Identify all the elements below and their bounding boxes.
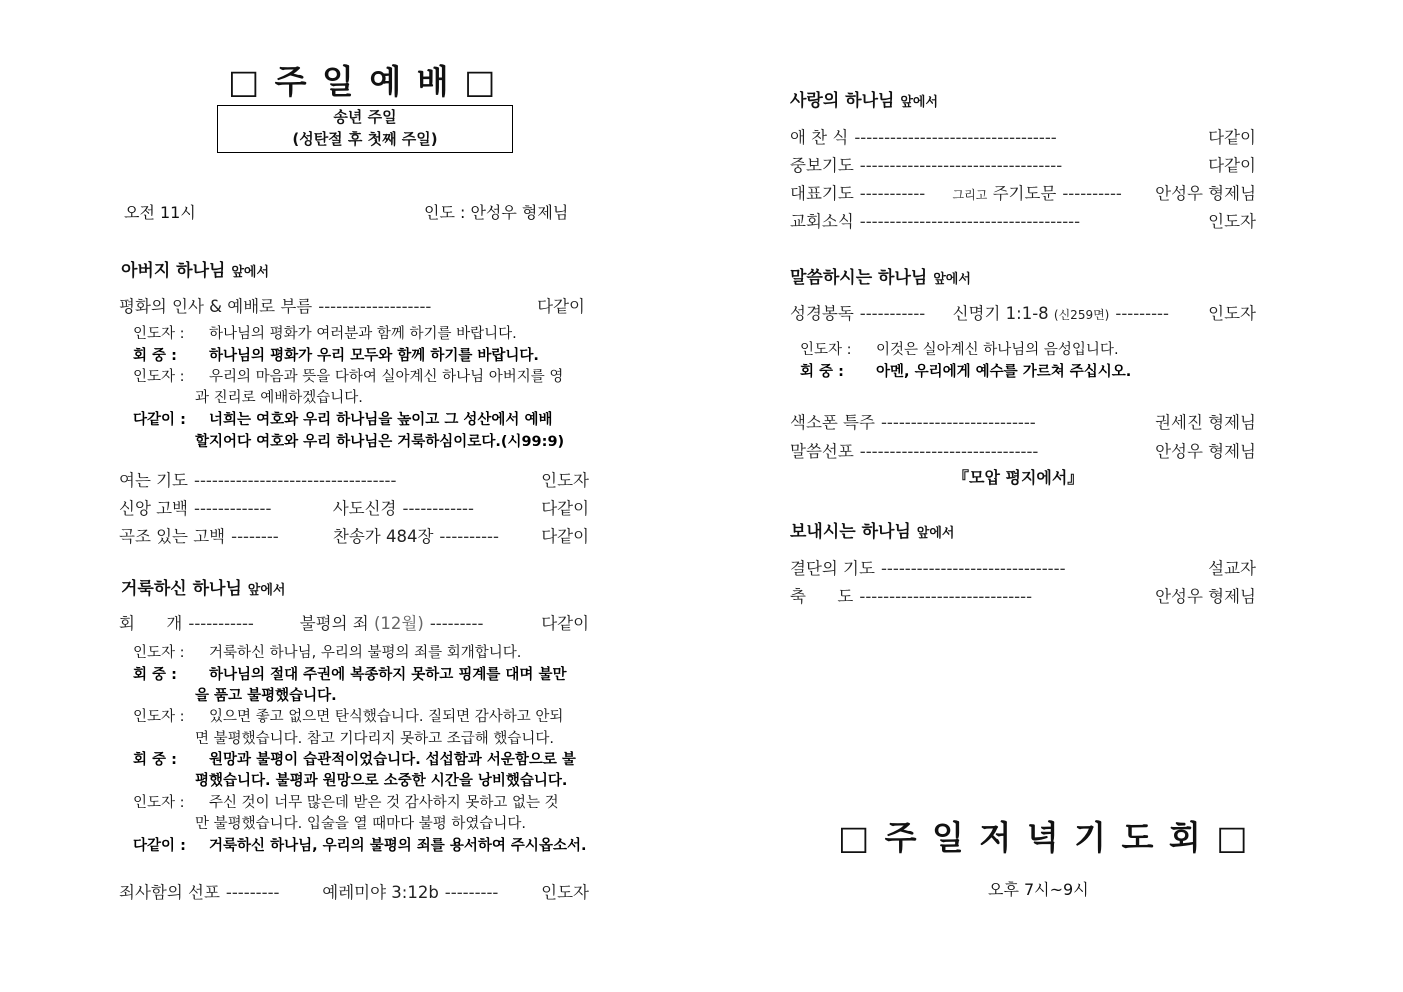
item-who: 다같이 (541, 614, 590, 633)
item-dash: --------- (225, 883, 280, 902)
item-name: 말씀선포 (790, 442, 854, 461)
item-dash: ------------------------------- (880, 559, 1066, 578)
item-name: 대표기도 (790, 184, 854, 203)
order-item-benediction (790, 583, 1256, 607)
resp-text-line1: 하나님의 절대 주권에 복종하지 못하고 핑계를 대며 불만 (209, 667, 567, 683)
item-name: 색소폰 특주 (790, 413, 875, 432)
item-dash: ------------------------------ (859, 442, 1039, 461)
item-name: 애 찬 식 (790, 128, 849, 147)
item-name: 교회소식 (790, 212, 854, 231)
resp-label: 인도자 : (133, 326, 185, 342)
resp-text-line2: 할지어다 여호와 우리 하나님은 거룩하심이로다.(시99:9) (195, 434, 565, 450)
section-heading-sending (790, 517, 954, 542)
section-main: 말씀하시는 하나님 (790, 268, 928, 288)
item-who: 인도자 (541, 471, 589, 490)
resp-label: 회 중 : (133, 348, 177, 364)
item-dash: ---------------------------------- (859, 156, 1063, 175)
repent-response-2 (133, 665, 593, 709)
evening-prayer-time: 오후 7시~9시 (988, 880, 1089, 899)
section-suffix: 앞에서 (231, 265, 270, 280)
item-dash: ------------ (402, 499, 474, 518)
item-who: 인도자 (541, 883, 589, 902)
item-detail-small: 그리고 (952, 188, 988, 202)
resp-text: 거룩하신 하나님, 우리의 불평의 죄를 회개합니다. (209, 645, 522, 661)
item-who: 다같이 (541, 527, 590, 546)
response-3 (133, 367, 589, 411)
item-name: 곡조 있는 고백 (119, 527, 226, 546)
item-detail: 예레미야 3:12b (322, 883, 439, 902)
order-item-absolution (119, 879, 589, 903)
section-main: 아버지 하나님 (121, 261, 226, 281)
item-who: 다같이 (537, 297, 585, 316)
resp-text-line1: 주신 것이 너무 많은데 받은 것 감사하지 못하고 없는 것 (209, 795, 559, 811)
item-dash: ----------- (859, 304, 926, 323)
resp-label: 회 중 : (133, 667, 177, 683)
resp-text-line2: 면 불평했습니다. 참고 기다리지 못하고 조급해 했습니다. (195, 731, 555, 747)
resp-text: 아멘, 우리에게 예수를 가르쳐 주십시오. (876, 364, 1132, 380)
item-dash: ---------- (439, 527, 499, 546)
section-heading-love (790, 86, 938, 111)
item-name: 축 도 (790, 587, 854, 606)
item-dash: ----------- (188, 614, 254, 633)
item-who: 안성우 형제님 (1155, 442, 1256, 461)
item-who: 안성우 형제님 (1155, 587, 1256, 606)
resp-label: 회 중 : (800, 364, 844, 380)
section-suffix: 앞에서 (933, 272, 971, 287)
section-main: 보내시는 하나님 (790, 522, 911, 542)
item-dash: ---------------------------------- (194, 471, 397, 490)
service-leader: 인도 : 안성우 형제님 (424, 203, 569, 222)
section-heading-holy (121, 574, 285, 599)
item-dash: ---------------------------------- (854, 128, 1057, 147)
resp-label: 인도자 : (133, 369, 185, 385)
subtitle-line-1: 송년 주일 (333, 108, 397, 126)
resp-text-line1: 너희는 여호와 우리 하나님을 높이고 그 성산에서 예배 (209, 412, 553, 428)
item-name: 죄사함의 선포 (119, 883, 220, 902)
resp-text: 하나님의 평화가 우리 모두와 함께 하기를 바랍니다. (209, 348, 539, 364)
section-suffix: 앞에서 (247, 583, 286, 598)
item-who: 다같이 (1208, 128, 1256, 147)
item-name: 회 개 (119, 614, 183, 633)
sermon-title: 『모압 평지에서』 (953, 468, 1084, 487)
item-who: 권세진 형제님 (1155, 413, 1256, 432)
section-suffix: 앞에서 (900, 95, 939, 110)
resp-label: 인도자 : (800, 342, 852, 358)
item-who: 안성우 형제님 (1155, 184, 1257, 203)
response-4 (133, 410, 589, 454)
order-item-hymn (119, 523, 589, 547)
resp-label: 회 중 : (133, 752, 177, 768)
item-detail: 신명기 1:1-8 (952, 304, 1049, 323)
item-dash: -------------------------- (880, 413, 1036, 432)
item-detail: 찬송가 484장 (332, 527, 434, 546)
order-item-intercession (790, 152, 1256, 176)
service-time: 오전 11시 (124, 203, 196, 222)
item-dash: ----------------------------- (859, 587, 1033, 606)
order-item-creed (119, 495, 589, 519)
section-suffix: 앞에서 (916, 526, 955, 541)
resp-label: 인도자 : (133, 709, 185, 725)
section-heading-father (121, 256, 269, 281)
item-dash: -------- (231, 527, 279, 546)
section-main: 사랑의 하나님 (790, 91, 895, 111)
item-dash: --------- (1115, 304, 1169, 323)
order-item-scripture (790, 300, 1256, 324)
item-who: 인도자 (1208, 304, 1256, 323)
item-who: 다같이 (1208, 156, 1256, 175)
resp-label: 인도자 : (133, 645, 185, 661)
item-name: 평화의 인사 & 예배로 부름 (119, 297, 313, 316)
subtitle-line-2: (성탄절 후 첫째 주일) (292, 130, 438, 148)
evening-prayer-title: □ 주 일 저 녁 기 도 회 □ (838, 818, 1250, 857)
service-title: □ 주 일 예 배 □ (228, 62, 498, 101)
item-name: 결단의 기도 (790, 559, 875, 578)
item-detail: 불평의 죄 (299, 614, 369, 633)
item-name: 중보기도 (790, 156, 854, 175)
item-dash: ------------------------------------- (859, 212, 1081, 231)
item-dash: --------- (444, 883, 499, 902)
item-dash: ------------------- (318, 297, 432, 316)
resp-text: 이것은 실아계신 하나님의 음성입니다. (876, 342, 1119, 358)
item-name: 신앙 고백 (119, 499, 189, 518)
item-dash: --------- (429, 614, 484, 633)
section-main: 거룩하신 하나님 (121, 579, 242, 599)
item-detail: 주기도문 (992, 184, 1057, 203)
resp-label: 다같이 : (133, 412, 186, 428)
resp-label: 다같이 : (133, 838, 186, 854)
item-dash: ------------- (194, 499, 272, 518)
resp-text-line2: 평했습니다. 불평과 원망으로 소중한 시간을 낭비했습니다. (195, 773, 568, 789)
item-who: 다같이 (541, 499, 590, 518)
item-dash: ----------- (859, 184, 926, 203)
section-heading-word (790, 263, 971, 288)
item-detail-small: (신259면) (1053, 308, 1110, 322)
resp-text-line2: 과 진리로 예배하겠습니다. (195, 390, 363, 406)
order-item-saxophone (790, 409, 1256, 433)
resp-text: 하나님의 평화가 여러분과 함께 하기를 바랍니다. (209, 326, 517, 342)
resp-text-line1: 우리의 마음과 뜻을 다하여 실아계신 하나님 아버지를 영 (209, 369, 564, 385)
resp-label: 인도자 : (133, 795, 185, 811)
item-detail: 사도신경 (332, 499, 397, 518)
order-item-opening-prayer (119, 467, 589, 491)
resp-text-line1: 있으면 좋고 없으면 탄식했습니다. 질되면 감사하고 안되 (209, 709, 564, 725)
order-item-representative-prayer (790, 180, 1256, 204)
item-who: 인도자 (1208, 212, 1256, 231)
item-name: 여는 기도 (119, 471, 189, 490)
item-dash: ---------- (1062, 184, 1122, 203)
subtitle-box (217, 105, 513, 153)
repent-response-4 (133, 750, 593, 794)
order-item-commitment-prayer (790, 555, 1256, 579)
repent-response-3 (133, 707, 593, 751)
order-item-communion (790, 124, 1256, 148)
resp-text-line2: 을 품고 불평했습니다. (195, 688, 337, 704)
resp-text-line1: 원망과 불평이 습관적이었습니다. 섭섭함과 서운함으로 불 (209, 752, 576, 768)
order-item-announcements (790, 208, 1256, 232)
item-who: 설교자 (1208, 559, 1256, 578)
resp-text: 거룩하신 하나님, 우리의 불평의 죄를 용서하여 주시옵소서. (209, 838, 587, 854)
order-item-repentance (119, 610, 589, 634)
order-item-sermon (790, 438, 1256, 462)
repent-response-5 (133, 793, 593, 837)
order-item-greeting (119, 293, 585, 317)
item-name: 성경봉독 (790, 304, 854, 323)
item-detail-month: (12월) (374, 614, 424, 633)
resp-text-line2: 만 불평했습니다. 입술을 열 때마다 불평 하였습니다. (195, 816, 527, 832)
